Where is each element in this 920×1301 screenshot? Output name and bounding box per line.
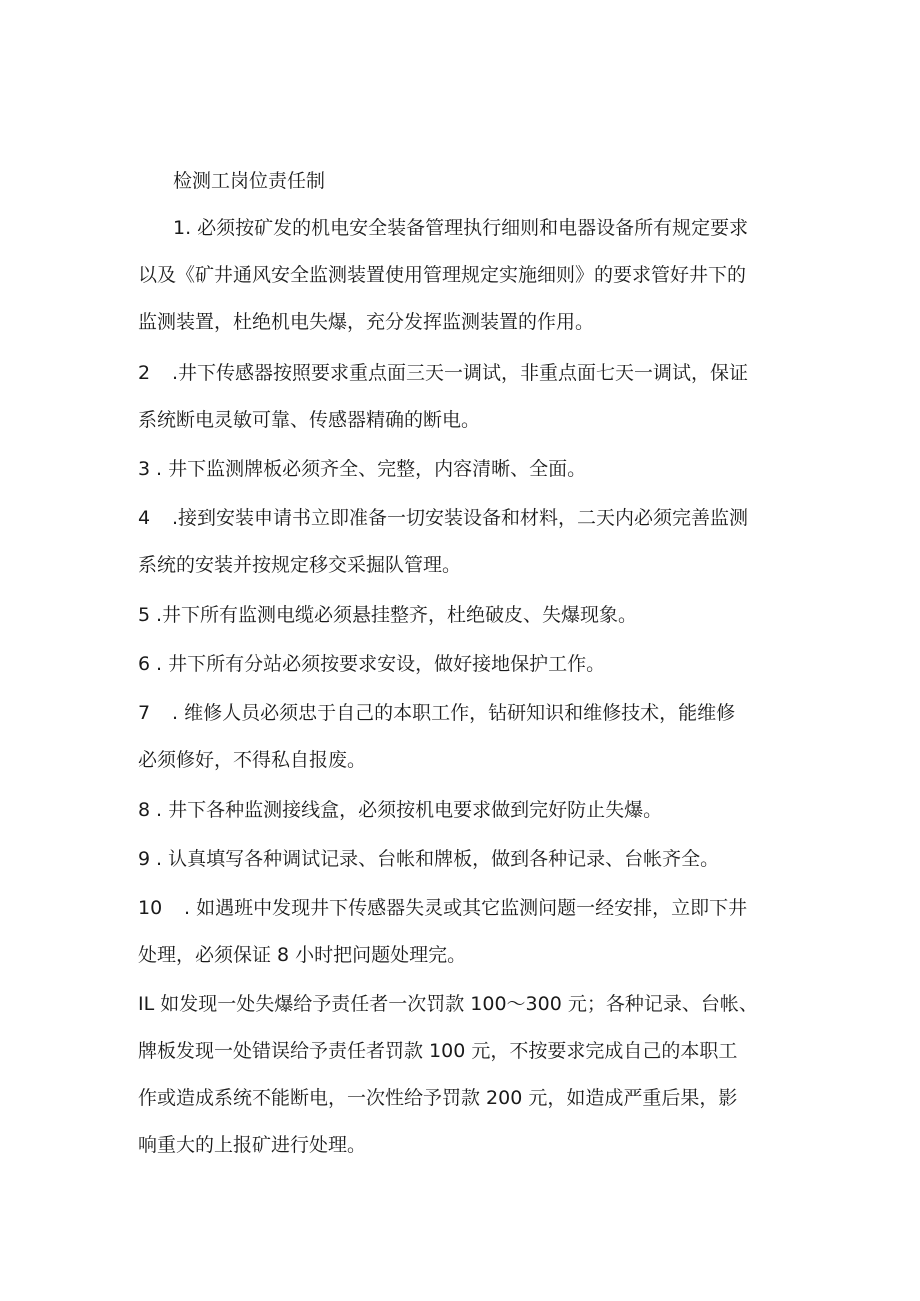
item-8-text: . 井下各种监测接线盒，必须按机电要求做到完好防止失爆。 (156, 799, 663, 821)
item-9-line-1 (138, 836, 798, 883)
item-7-line-1 (138, 690, 798, 737)
item-4-line-2: 系统的安装并按规定移交采掘队管理。 (138, 554, 462, 576)
item-10-line-2: 处理，必须保证 8 小时把问题处理完。 (138, 944, 467, 966)
item-1-line-3: 监测装置，杜绝机电失爆，充分发挥监测装置的作用。 (138, 311, 595, 333)
item-1-line-2: 以及《矿井通风安全监测装置使用管理规定实施细则》的要求管好井下的 (138, 264, 747, 286)
list-item-11 (138, 981, 798, 1169)
item-5-text: .井下所有监测电缆必须悬挂整齐，杜绝破皮、失爆现象。 (156, 604, 638, 626)
list-item-2 (138, 350, 798, 444)
item-4-line-1 (138, 495, 798, 542)
item-11-line-3: 作或造成系统不能断电，一次性给予罚款 200 元，如造成严重后果，影 (138, 1087, 738, 1109)
item-6-number: 6 (138, 653, 151, 675)
item-2-line-1 (138, 350, 798, 397)
item-3-line-1 (138, 446, 798, 493)
item-11-line-1: IL 如发现一处失爆给予责任者一次罚款 100～300 元；各种记录、台帐、 (138, 993, 758, 1015)
list-item-3 (138, 446, 798, 493)
item-11-line-4: 响重大的上报矿进行处理。 (138, 1134, 367, 1156)
list-item-7 (138, 690, 798, 784)
item-2-number: 2 (138, 362, 151, 384)
item-1-line-1: 1. 必须按矿发的机电安全装备管理执行细则和电器设备所有规定要求 (173, 217, 749, 239)
item-11-line-2: 牌板发现一处错误给予责任者罚款 100 元，不按要求完成自己的本职工 (138, 1040, 738, 1062)
list-item-1 (138, 205, 798, 346)
item-10-line-1 (138, 885, 798, 932)
item-5-line-1 (138, 592, 798, 639)
item-7-line-2: 必须修好，不得私自报废。 (138, 749, 367, 771)
item-9-number: 9 (138, 848, 151, 870)
item-4-number: 4 (138, 507, 151, 529)
item-10-number: 10 (138, 897, 163, 919)
list-item-9 (138, 836, 798, 883)
item-9-text: . 认真填写各种调试记录、台帐和牌板，做到各种记录、台帐齐全。 (156, 848, 720, 870)
item-7-text: . 维修人员必须忠于自己的本职工作，钻研知识和维修技术，能维修 (172, 702, 736, 724)
item-5-number: 5 (138, 604, 151, 626)
item-6-text: . 井下所有分站必须按要求安设，做好接地保护工作。 (156, 653, 606, 675)
document-title: 检测工岗位责任制 (173, 170, 326, 192)
list-item-8 (138, 787, 798, 834)
item-8-line-1 (138, 787, 798, 834)
item-10-text: . 如遇班中发现井下传感器失灵或其它监测问题一经安排，立即下井 (184, 897, 748, 919)
item-3-text: . 井下监测牌板必须齐全、完整，内容清晰、全面。 (156, 458, 587, 480)
list-item-4 (138, 495, 798, 589)
item-2-line-2: 系统断电灵敏可靠、传感器精确的断电。 (138, 409, 481, 431)
item-3-number: 3 (138, 458, 151, 480)
item-8-number: 8 (138, 799, 151, 821)
item-2-text: .井下传感器按照要求重点面三天一调试，非重点面七天一调试，保证 (172, 362, 749, 384)
list-item-5 (138, 592, 798, 639)
item-4-text: .接到安装申请书立即准备一切安装设备和材料，二天内必须完善监测 (172, 507, 749, 529)
list-item-6 (138, 641, 798, 688)
item-7-number: 7 (138, 702, 151, 724)
list-item-10 (138, 885, 798, 979)
item-6-line-1 (138, 641, 798, 688)
